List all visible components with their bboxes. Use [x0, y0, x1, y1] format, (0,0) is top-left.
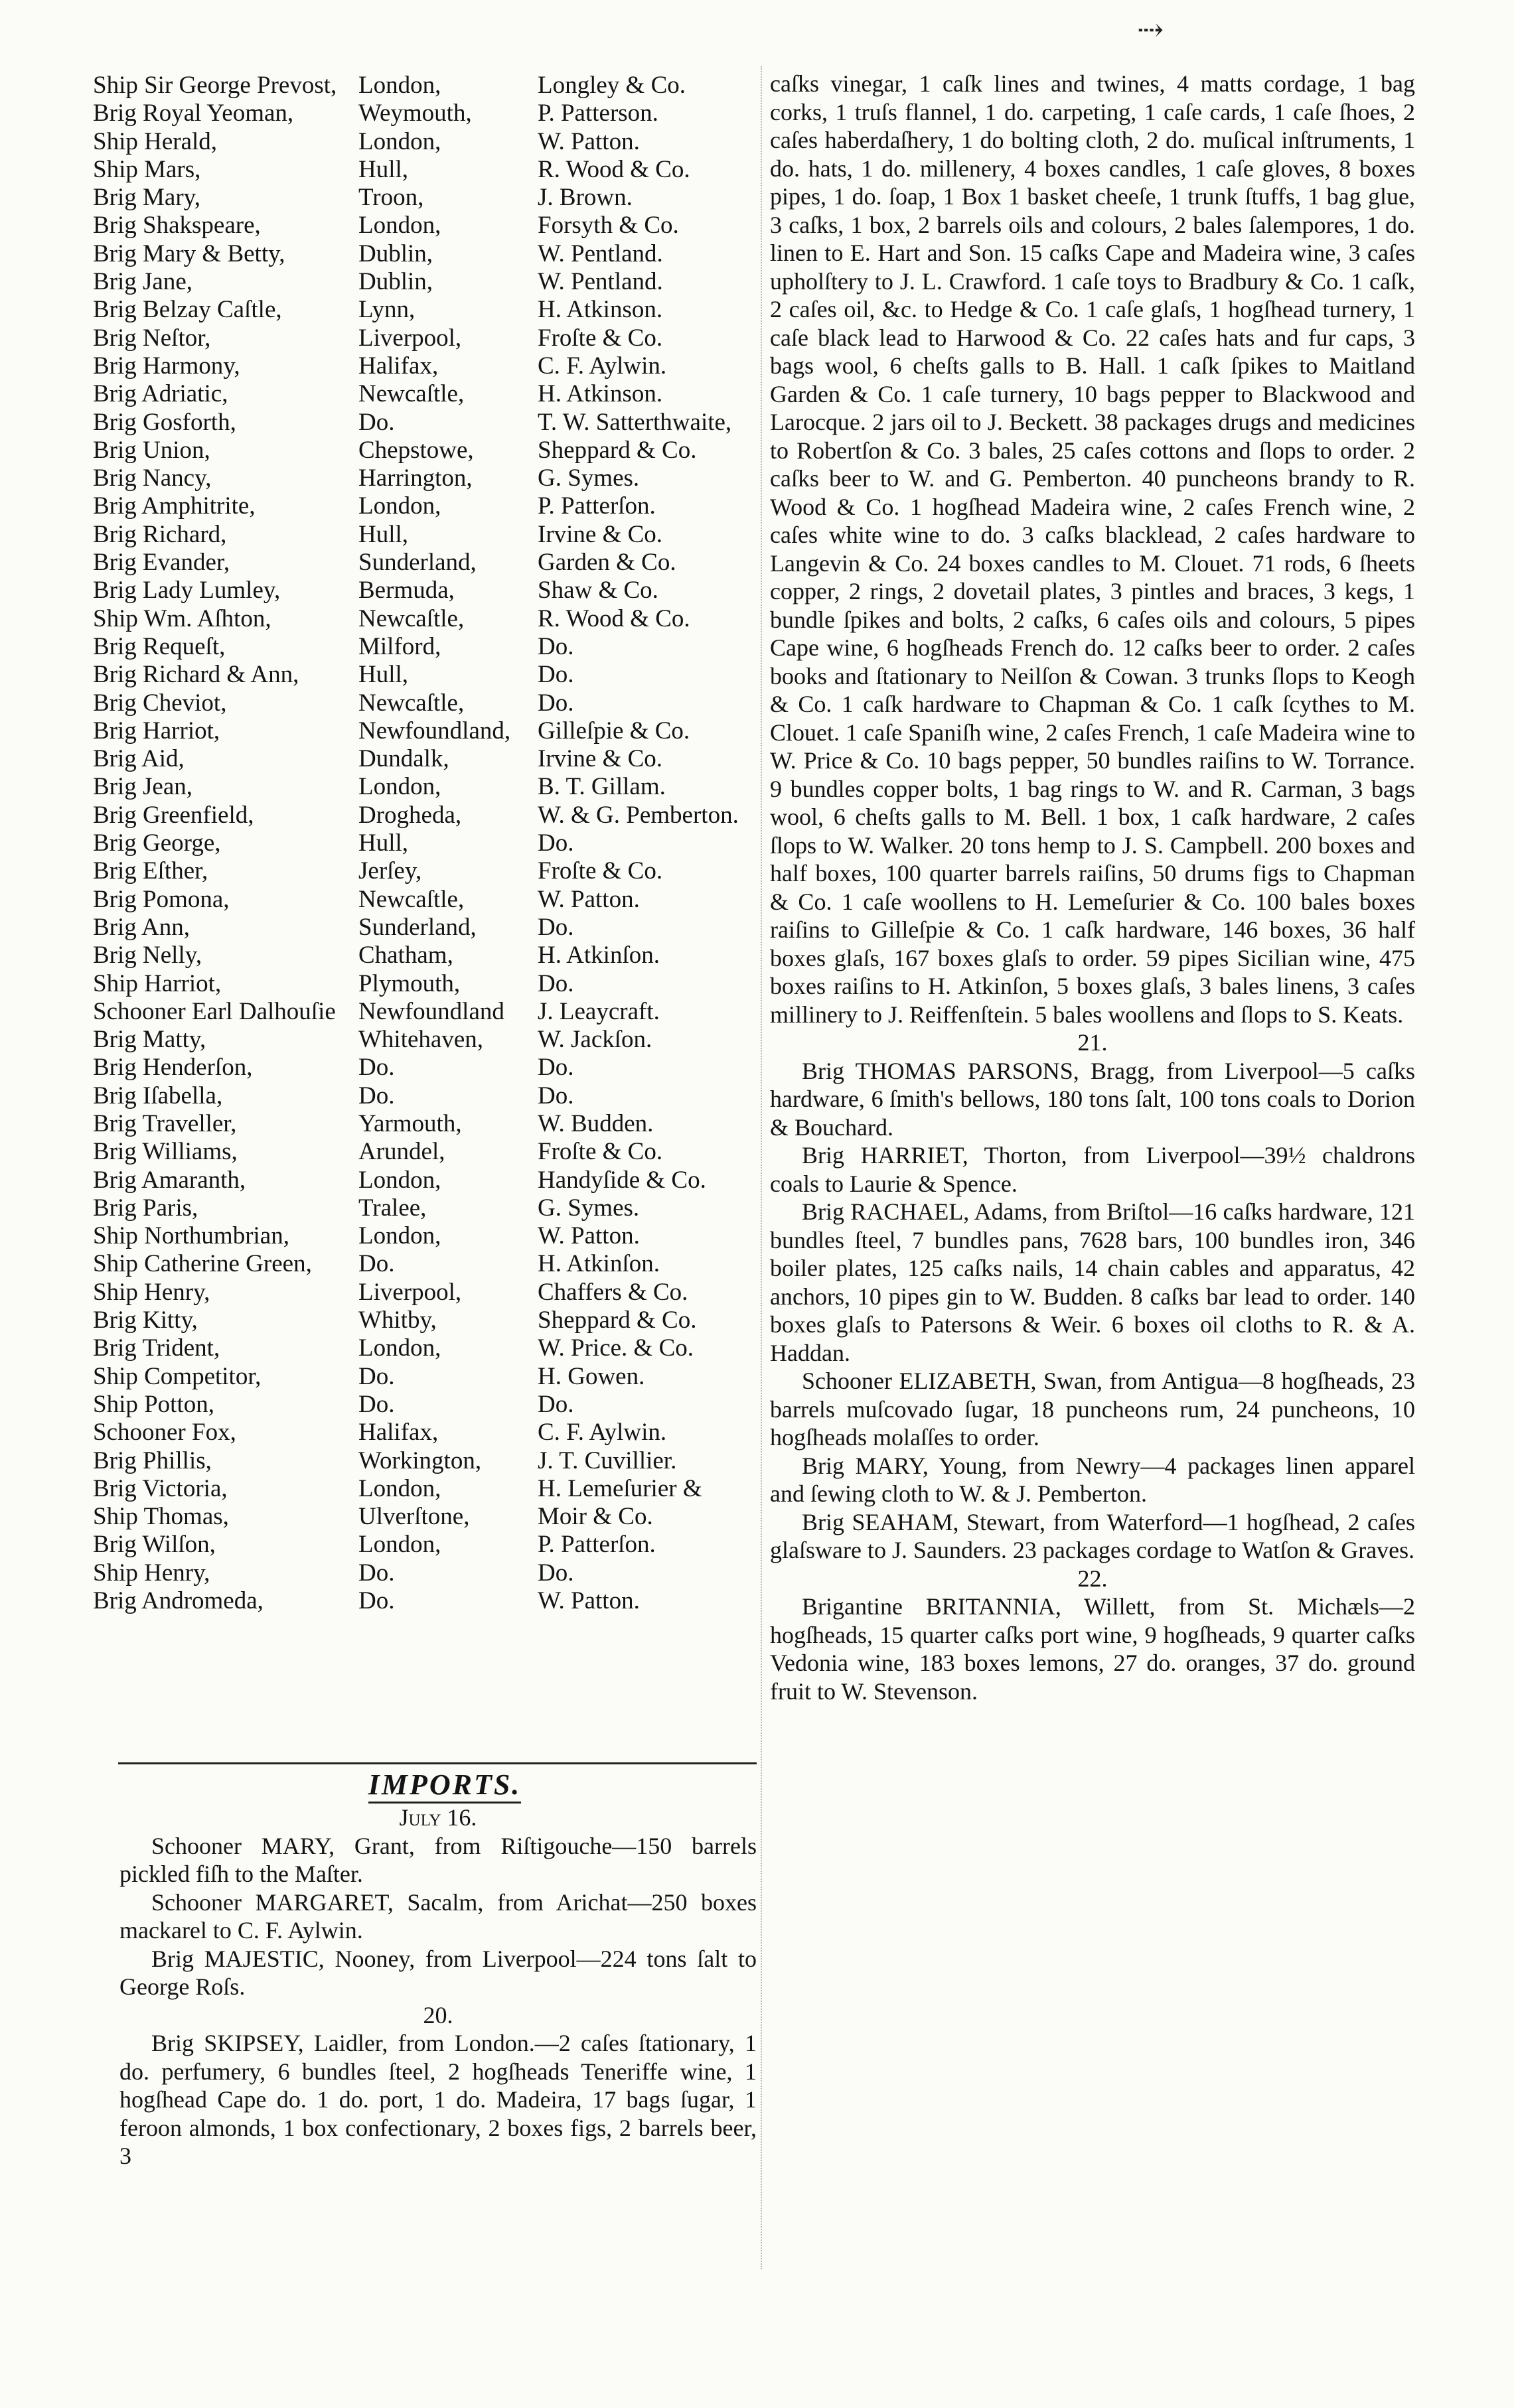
imports-heading-text: IMPORTS.: [368, 1768, 522, 1804]
ship-name: Brig Amphitrite,: [93, 492, 256, 520]
ship-row: [93, 1587, 757, 1615]
ship-row: [93, 1334, 757, 1362]
ship-origin: London,: [358, 492, 441, 520]
ship-row: [93, 268, 757, 296]
ship-name: Brig Williams,: [93, 1138, 238, 1166]
ship-consignee: G. Symes.: [538, 464, 640, 492]
ship-origin: Tralee,: [358, 1194, 427, 1222]
ship-name: Ship Mars,: [93, 155, 201, 183]
ship-name: Brig Royal Yeoman,: [93, 100, 294, 127]
ship-consignee: Moir & Co.: [538, 1503, 653, 1531]
ship-name: Brig Gosforth,: [93, 408, 236, 436]
import-entry: Brig MARY, Young, from Newry—4 packages linen apparel and ſewing cloth to W. & J. Pemberton.: [770, 1452, 1415, 1507]
ship-origin: London,: [358, 72, 441, 99]
ship-row: [93, 633, 757, 661]
ship-origin: Newcaſtle,: [358, 604, 465, 632]
ship-origin: Whitehaven,: [358, 1026, 483, 1054]
ship-row: [93, 1531, 757, 1559]
ship-consignee: H. Gowen.: [538, 1362, 645, 1390]
ship-row: [93, 1138, 757, 1166]
ship-name: Brig Amaranth,: [93, 1166, 246, 1194]
ship-origin: Troon,: [358, 184, 424, 212]
ship-row: [93, 1026, 757, 1054]
ship-consignee: J. Leaycraft.: [538, 997, 660, 1025]
ship-name: Brig Jean,: [93, 773, 193, 801]
ship-consignee: Do.: [538, 829, 574, 857]
ship-row: [93, 1167, 757, 1194]
import-entry: Brig RACHAEL, Adams, from Briſtol—16 caſks hardware, 121 bundles ſteel, 7 bundles pans, 7628 bars, 100 bundles iron, 346 boiler plates, 125 caſks nails, 14 chain cables and apparatus, 42 anchors, 10 pipes gin to W. Budden. 8 caſks bar lead to order. 140 boxes glaſs to Patersons & Weir. 6 boxes oil cloths to R. & A. Haddan.: [770, 1198, 1415, 1366]
ship-origin: Do.: [358, 1250, 395, 1278]
ship-consignee: Gilleſpie & Co.: [538, 717, 690, 744]
ship-name: Brig Shakspeare,: [93, 212, 261, 240]
ship-name: Brig Aid,: [93, 745, 185, 773]
ship-consignee: H. Lemeſurier &: [538, 1474, 702, 1502]
ship-row: [93, 857, 757, 885]
ship-name: Ship Potton,: [93, 1390, 214, 1418]
ship-consignee: R. Wood & Co.: [538, 155, 690, 183]
ship-name: Brig Ann,: [93, 913, 190, 941]
ship-row: [93, 1363, 757, 1391]
ship-origin: Hull,: [358, 661, 409, 689]
section-rule: [118, 1762, 757, 1764]
ship-consignee: W. Patton.: [538, 885, 640, 913]
ship-row: [93, 745, 757, 773]
ship-row: [93, 1054, 757, 1082]
import-entry: Schooner MARY, Grant, from Riſtigouche—150 barrels pickled fiſh to the Maſter.: [119, 1832, 757, 1887]
ship-consignee: H. Atkinſon.: [538, 942, 660, 969]
ship-consignee: P. Patterson.: [538, 100, 658, 127]
ship-consignee: Do.: [538, 632, 574, 660]
ship-origin: Chatham,: [358, 942, 453, 969]
ship-consignee: Shaw & Co.: [538, 577, 658, 604]
ship-consignee: Do.: [538, 969, 574, 997]
import-entry: Brigantine BRITANNIA, Willett, from St. Michæls—2 hogſheads, 15 quarter caſks port wine, 9 hogſheads, 9 quarter caſks Vedonia wine, 183 boxes lemons, 27 do. oranges, 37 do. ground fruit to W. Stevenson.: [770, 1593, 1415, 1705]
ship-row: [93, 380, 757, 408]
ship-name: Brig Nelly,: [93, 942, 202, 969]
ship-name: Ship Sir George Prevost,: [93, 72, 337, 99]
ship-consignee: W. Price. & Co.: [538, 1334, 694, 1362]
ship-name: Brig Richard,: [93, 520, 227, 548]
ship-consignee: P. Patterſon.: [538, 1531, 656, 1559]
import-entry: Brig SKIPSEY, Laidler, from London.—2 caſes ſtationary, 1 do. perfumery, 6 bundles ſteel, 2 hogſheads Teneriffe wine, 1 hogſhead Cape do. 1 do. port, 1 do. Madeira, 17 bags ſugar, 1 feroon almonds, 1 box confectionary, 2 boxes figs, 2 barrels beer, 3: [119, 2030, 757, 2169]
ship-row: [93, 1082, 757, 1110]
ship-row: [93, 886, 757, 914]
ship-origin: London,: [358, 1334, 441, 1362]
ship-name: Ship Wm. Aſhton,: [93, 604, 271, 632]
ship-origin: Hull,: [358, 829, 409, 857]
ship-name: Brig Mary & Betty,: [93, 240, 285, 267]
ship-name: Ship Catherine Green,: [93, 1250, 312, 1278]
ship-row: [93, 1110, 757, 1138]
ship-origin: Milford,: [358, 632, 441, 660]
ship-row: [93, 689, 757, 717]
ship-origin: London,: [358, 773, 441, 801]
ship-row: [93, 942, 757, 969]
ship-consignee: Do.: [538, 1390, 574, 1418]
ship-origin: Do.: [358, 1390, 395, 1418]
ship-row: [93, 802, 757, 829]
ship-row: [93, 521, 757, 549]
ship-row: [93, 1559, 757, 1587]
ship-consignee: Irvine & Co.: [538, 520, 663, 548]
ship-row: [93, 829, 757, 857]
ship-origin: Harrington,: [358, 464, 473, 492]
ship-row: [93, 1279, 757, 1307]
ship-name: Brig Iſabella,: [93, 1082, 223, 1109]
date-heading: 21.: [1077, 1029, 1108, 1056]
import-entry: Brig THOMAS PARSONS, Bragg, from Liverpool—5 caſks hardware, 6 ſmith's bellows, 180 tons ſalt, 100 tons coals to Dorion & Bouchard.: [770, 1057, 1415, 1141]
ship-consignee: Froſte & Co.: [538, 324, 663, 352]
ship-consignee: Sheppard & Co.: [538, 1307, 697, 1334]
ship-origin: London,: [358, 1166, 441, 1194]
ship-name: Ship Herald,: [93, 127, 218, 155]
ship-origin: Do.: [358, 1054, 395, 1082]
ship-row: [93, 1250, 757, 1278]
ship-consignee: Froſte & Co.: [538, 857, 663, 885]
ship-consignee: J. T. Cuvillier.: [538, 1447, 677, 1474]
ship-consignee: Do.: [538, 1559, 574, 1587]
import-entry: Brig MAJESTIC, Nooney, from Liverpool—224 tons ſalt to George Roſs.: [119, 1945, 757, 2000]
ship-name: Brig Kitty,: [93, 1307, 198, 1334]
ship-name: Brig Greenfield,: [93, 801, 254, 829]
ship-origin: Do.: [358, 1587, 395, 1615]
import-entry: Brig SEAHAM, Stewart, from Waterford—1 hogſhead, 2 caſes glaſsware to J. Saunders. 23 packages cordage to Watſon & Graves.: [770, 1508, 1415, 1563]
import-entry: Schooner ELIZABETH, Swan, from Antigua—8 hogſheads, 23 barrels muſcovado ſugar, 18 puncheons rum, 24 puncheons, 10 hogſheads molaſſes to order.: [770, 1368, 1415, 1451]
ship-consignee: Handyſide & Co.: [538, 1166, 706, 1194]
ship-row: [93, 1503, 757, 1531]
ship-name: Brig Belzay Caſtle,: [93, 296, 282, 324]
ship-origin: Plymouth,: [358, 969, 461, 997]
ship-consignee: W. Patton.: [538, 127, 640, 155]
ship-name: Ship Henry,: [93, 1278, 210, 1306]
ship-row: [93, 1419, 757, 1447]
ship-origin: Drogheda,: [358, 801, 462, 829]
ship-consignee: B. T. Gillam.: [538, 773, 666, 801]
ship-origin: Ulverſtone,: [358, 1503, 470, 1531]
ship-row: [93, 773, 757, 801]
ship-row: [93, 717, 757, 745]
ship-name: Ship Harriot,: [93, 969, 222, 997]
ship-origin: Whitby,: [358, 1307, 437, 1334]
ship-name: Brig Nancy,: [93, 464, 212, 492]
ship-consignee: Do.: [538, 661, 574, 689]
ship-row: [93, 72, 757, 100]
ship-consignee: Irvine & Co.: [538, 745, 663, 773]
ship-consignee: Garden & Co.: [538, 549, 676, 577]
ship-row: [93, 1307, 757, 1334]
ship-origin: London,: [358, 127, 441, 155]
ship-origin: Hull,: [358, 155, 409, 183]
ship-row: [93, 1475, 757, 1503]
ship-origin: Lynn,: [358, 296, 416, 324]
ship-consignee: Chaffers & Co.: [538, 1278, 688, 1306]
ship-name: Ship Competitor,: [93, 1362, 262, 1390]
ship-name: Brig Trident,: [93, 1334, 220, 1362]
ship-consignee: W. Pentland.: [538, 268, 663, 296]
ship-name: Brig Matty,: [93, 1026, 206, 1054]
ship-origin: Sunderland,: [358, 549, 477, 577]
ship-origin: Newcaſtle,: [358, 689, 465, 717]
ship-name: Brig Neſtor,: [93, 324, 211, 352]
ship-name: Brig Cheviot,: [93, 689, 227, 717]
ship-row: [93, 156, 757, 184]
ship-row: [93, 1391, 757, 1419]
ship-consignee: Do.: [538, 1082, 574, 1109]
ship-origin: Weymouth,: [358, 100, 472, 127]
ship-name: Brig Wilſon,: [93, 1531, 216, 1559]
ship-consignee: H. Atkinson.: [538, 296, 663, 324]
ship-name: Brig Victoria,: [93, 1474, 228, 1502]
ship-origin: Chepstowe,: [358, 436, 474, 464]
ship-consignee: Sheppard & Co.: [538, 436, 697, 464]
ship-consignee: Forsyth & Co.: [538, 212, 679, 240]
import-entry: Schooner MARGARET, Sacalm, from Arichat—250 boxes mackarel to C. F. Aylwin.: [119, 1888, 757, 1944]
ship-row: [93, 100, 757, 127]
ship-name: Ship Henry,: [93, 1559, 210, 1587]
ship-origin: Newcaſtle,: [358, 380, 465, 408]
ship-consignee: W. Budden.: [538, 1109, 654, 1137]
ship-row: [93, 914, 757, 942]
ship-origin: Arundel,: [358, 1138, 445, 1166]
page-corner-mark: ⇢: [1137, 13, 1164, 48]
ship-row: [93, 998, 757, 1026]
ship-row: [93, 324, 757, 352]
ship-row: [93, 1194, 757, 1222]
ship-origin: Hull,: [358, 520, 409, 548]
ship-row: [93, 970, 757, 998]
ship-origin: Dublin,: [358, 268, 433, 296]
imports-right-column: [770, 70, 1415, 1705]
ship-consignee: W. Patton.: [538, 1222, 640, 1250]
ship-consignee: R. Wood & Co.: [538, 604, 690, 632]
ship-origin: Sunderland,: [358, 913, 477, 941]
ship-origin: Dublin,: [358, 240, 433, 267]
ship-row: [93, 184, 757, 212]
date-heading: 20.: [423, 2001, 453, 2028]
ship-row: [93, 1222, 757, 1250]
ship-origin: Liverpool,: [358, 1278, 462, 1306]
ship-origin: Liverpool,: [358, 324, 462, 352]
ship-name: Brig Lady Lumley,: [93, 577, 281, 604]
ship-consignee: H. Atkinſon.: [538, 1250, 660, 1278]
ship-consignee: W. Jackſon.: [538, 1026, 652, 1054]
ship-origin: Newcaſtle,: [358, 885, 465, 913]
ship-name: Brig George,: [93, 829, 221, 857]
ship-consignee: Longley & Co.: [538, 72, 686, 99]
ship-origin: Workington,: [358, 1447, 482, 1474]
ship-origin: London,: [358, 1531, 441, 1559]
ship-origin: Do.: [358, 408, 395, 436]
date-heading: 22.: [1077, 1565, 1108, 1592]
ship-name: Brig Phillis,: [93, 1447, 212, 1474]
ship-origin: London,: [358, 212, 441, 240]
ship-name: Brig Mary,: [93, 184, 201, 212]
ship-name: Schooner Earl Dalhouſie: [93, 997, 336, 1025]
ship-name: Brig Harmony,: [93, 352, 240, 380]
ship-origin: Do.: [358, 1362, 395, 1390]
ship-row: [93, 1447, 757, 1475]
ship-consignee: W. Pentland.: [538, 240, 663, 267]
ship-consignee: Do.: [538, 689, 574, 717]
ship-row: [93, 661, 757, 689]
ship-name: Ship Northumbrian,: [93, 1222, 289, 1250]
ship-consignee: W. Patton.: [538, 1587, 640, 1615]
ship-row: [93, 352, 757, 380]
ship-name: Brig Harriot,: [93, 717, 220, 744]
ship-row: [93, 128, 757, 156]
ship-row: [93, 464, 757, 492]
ship-origin: Newfoundland: [358, 997, 504, 1025]
ship-consignee: C. F. Aylwin.: [538, 352, 667, 380]
ship-consignee: Froſte & Co.: [538, 1138, 663, 1166]
ship-origin: Bermuda,: [358, 577, 455, 604]
ship-consignee: G. Symes.: [538, 1194, 640, 1222]
ship-name: Brig Evander,: [93, 549, 230, 577]
ship-name: Brig Paris,: [93, 1194, 198, 1222]
ship-origin: Do.: [358, 1559, 395, 1587]
ship-origin: London,: [358, 1474, 441, 1502]
ship-row: [93, 437, 757, 464]
ship-name: Ship Thomas,: [93, 1503, 229, 1531]
ship-origin: Newfoundland,: [358, 717, 511, 744]
ship-origin: Jerſey,: [358, 857, 422, 885]
ship-row: [93, 605, 757, 633]
ship-name: Brig Adriatic,: [93, 380, 228, 408]
ship-consignee: T. W. Satterthwaite,: [538, 408, 732, 436]
ship-name: Brig Jane,: [93, 268, 193, 296]
ship-origin: Halifax,: [358, 1419, 439, 1447]
imports-heading: [332, 1768, 558, 1802]
ship-origin: Do.: [358, 1082, 395, 1109]
ship-name: Brig Richard & Ann,: [93, 661, 299, 689]
ship-name: Brig Eſther,: [93, 857, 208, 885]
ship-row: [93, 296, 757, 324]
ship-row: [93, 240, 757, 268]
ship-name: Brig Requeſt,: [93, 632, 226, 660]
ship-consignee: W. & G. Pemberton.: [538, 801, 739, 829]
date-heading: July 16.: [399, 1804, 477, 1831]
ship-row: [93, 577, 757, 604]
ship-consignee: Do.: [538, 913, 574, 941]
ship-name: Schooner Fox,: [93, 1419, 236, 1447]
ship-origin: Yarmouth,: [358, 1109, 462, 1137]
imports-left-column: [119, 1804, 757, 2170]
ship-name: Brig Traveller,: [93, 1109, 237, 1137]
import-entry-continued: caſks vinegar, 1 caſk lines and twines, 4 matts cordage, 1 bag corks, 1 truſs flannel, 1 do. carpeting, 1 caſe cards, 1 caſe ſhoes, 2 caſes haberdaſhery, 1 do bolting cloth, 2 do. muſical inſtruments, 1 do. hats, 1 do. millenery, 4 boxes candles, 1 caſe gloves, 8 boxes pipes, 1 do. ſoap, 1 Box 1 basket cheeſe, 1 trunk ſtuffs, 1 bag glue, 3 caſks, 1 box, 2 barrels oils and colours, 2 bales ſalempores, 1 do. linen to E. Hart and Son. 15 caſks Cape and Madeira wine, 3 caſes upholſtery to J. L. Crawford. 1 caſe toys to Bradbury & Co. 1 caſk, 2 caſes oil, &c. to Hedge & Co. 1 caſe glaſs, 1 hogſhead turnery, 1 caſe black lead to Harwood & Co. 22 caſes hats and fur caps, 3 bags wool, 6 cheſts galls to B. Hall. 1 caſk ſpikes to Maitland Garden & Co. 1 caſe turnery, 10 bags pepper to Blackwood and Larocque. 2 jars oil to J. Beckett. 38 packages drugs and medicines to Robertſon & Co. 3 bales, 25 caſes cottons and ſlops to order. 2 caſks beer to W. and G. Pemberton. 40 puncheons brandy to R. Wood & Co. 1 hogſhead Madeira wine, 2 caſes French wine, 2 caſes white wine to do. 3 caſks blacklead, 2 caſes hardware to Langevin & Co. 24 boxes candles to M. Clouet. 71 rods, 6 ſheets copper, 2 rings, 2 dovetail plates, 3 pintles and braces, 3 kegs, 1 bundle ſpikes and bolts, 2 caſks, 6 caſes oils and colours, 5 pipes Cape wine, 6 hogſheads French do. 12 caſks beer to order. 2 caſes books and ſtationary to Neilſon & Cowan. 3 trunks ſlops to Keogh & Co. 1 caſk hardware to Chapman & Co. 1 caſk ſcythes to M. Clouet. 1 caſe Spaniſh wine, 2 caſes French, 1 caſe Madeira wine to W. Price & Co. 10 bags pepper, 50 bundles raiſins to W. Torrance. 9 bundles copper bolts, 1 bag rings to W. and R. Carman, 3 bags wool, 6 cheſts galls to M. Bell. 1 box, 1 caſk hardware, 2 caſes ſlops to W. Walker. 20 tons hemp to J. S. Campbell. 200 boxes and half boxes, 100 quarter barrels raiſins, 50 drums figs to Chapman & Co. 1 caſe woollens to H. Lemeſurier & Co. 100 bales boxes raiſins to Gilleſpie & Co. 1 caſk hardware, 146 boxes, 36 half boxes glaſs, 167 boxes glaſs to order. 59 pipes Sicilian wine, 475 boxes raiſins to H. Atkinſon, 5 boxes glaſs, 3 bales linens, 3 caſes millinery to J. Reiffenſtein. 5 bales woollens and ſlops to S. Keats.: [770, 70, 1415, 1028]
ship-name: Brig Pomona,: [93, 885, 230, 913]
ship-row: [93, 549, 757, 577]
ship-origin: Halifax,: [358, 352, 439, 380]
ship-consignee: H. Atkinson.: [538, 380, 663, 408]
import-entry: Brig HARRIET, Thorton, from Liverpool—39½ chaldrons coals to Laurie & Spence.: [770, 1142, 1415, 1197]
ship-row: [93, 212, 757, 240]
ship-name: Brig Henderſon,: [93, 1054, 253, 1082]
ship-consignee: Do.: [538, 1054, 574, 1082]
column-divider: [761, 66, 762, 2269]
ship-arrivals-list: [93, 72, 757, 1615]
ship-row: [93, 492, 757, 520]
ship-consignee: P. Patterſon.: [538, 492, 656, 520]
ship-name: Brig Andromeda,: [93, 1587, 264, 1615]
ship-name: Brig Union,: [93, 436, 210, 464]
ship-origin: London,: [358, 1222, 441, 1250]
ship-origin: Dundalk,: [358, 745, 449, 773]
ship-consignee: C. F. Aylwin.: [538, 1419, 667, 1447]
ship-consignee: J. Brown.: [538, 184, 633, 212]
ship-row: [93, 409, 757, 437]
